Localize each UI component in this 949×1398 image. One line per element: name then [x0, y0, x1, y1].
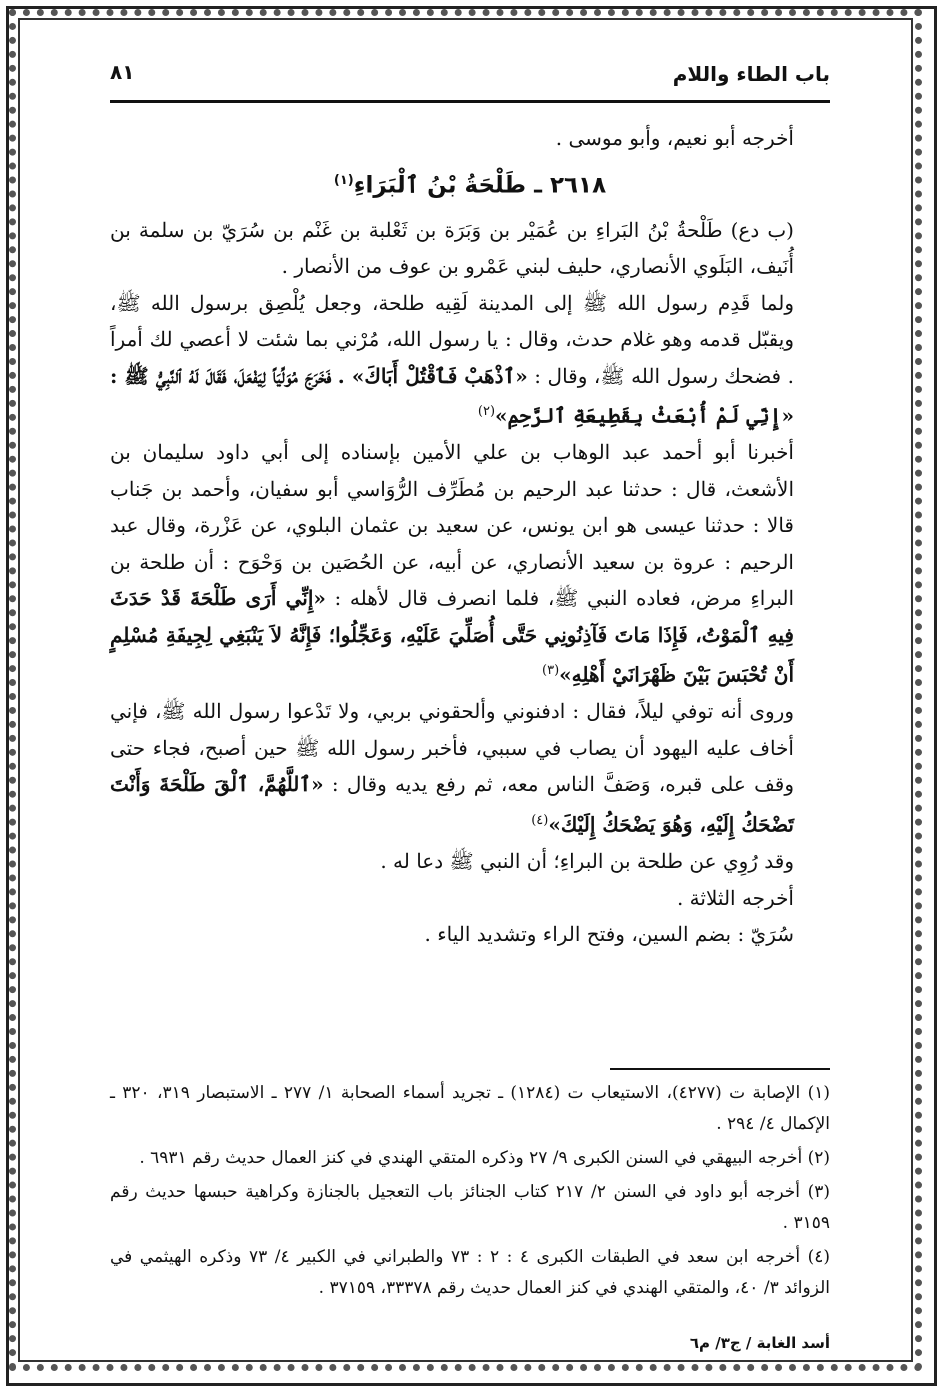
isnad-text: أخبرنا أبو أحمد عبد الوهاب بن علي الأمين بإسناده إلى أبي داود سليمان بن الأشعث، قال : حدثنا عبد الرحيم بن مُطَرِّف الرُّوَاسي أبو سفيان، وأحمد بن جَناب قالا : حدثنا عيسى هو ابن يونس، عن سعيد بن عثمان البلوي، عن عَزْرة، وقال عبد الرحيم : عروة بن سعيد الأنصاري، عن أبيه، عن الحُصَين بن وَحْوَح : أن طلحة بن البراءِ مرض، فعاده النبي ﷺ، فلما انصرف قال لأهله : — [110, 440, 794, 611]
paragraph-spelling-note: سُرَيّ : بضم السين، وفتح الراء وتشديد الياء . — [424, 922, 794, 947]
hadith-quote-3: «إِنِّي أَرَى طَلْحَةَ قَدْ حَدَثَ فِيهِ ٱلْمَوْتُ، فَإِذَا مَاتَ فَآذِنُونِي حَتَّى أُصَلِّيَ عَلَيْهِ، وَعَجِّلُوا؛ فَإِنَّهُ لاَ يَنْبَغِي لِجِيفَةِ مُسْلِمٍ أَنْ تُحْبَسَ بَيْنَ ظَهْرَانَيْ أَهْلِهِ» — [110, 586, 794, 687]
footnote-ref-3: (٣) — [542, 663, 560, 679]
chapter-title: باب الطاء واللام — [672, 62, 830, 86]
story-text: ولما قَدِم رسول الله ﷺ إلى المدينة لَقِيه طلحة، وجعل يُلْصِق برسول الله ﷺ، ويقبّل قدمه وهو غلام حدث، وقال : يا رسول الله، مُرْني بما شئت لا أعصي لك أمراً . فضحك رسول الله ﷺ، وقال : — [110, 290, 794, 388]
footnote-3: (٣) أخرجه أبو داود في السنن ٢/ ٢١٧ كتاب الجنائز باب التعجيل بالجنازة وكراهية حبسها حديث رقم ٣١٥٩ . — [110, 1182, 830, 1233]
hadith-quote-1: «ٱذْهَبْ فَٱقْتُلْ أَبَاكَ» . — [337, 363, 528, 388]
footnote-ref-2: (٢) — [477, 404, 496, 420]
footnote-1: (١) الإصابة ت (٤٢٧٧)، الاستيعاب ت (١٢٨٤) ـ تجريد أسماء الصحابة ١/ ٢٧٧ ـ الاستبصار ٣١٩، ٣٢٠ ـ الإكمال ٤/ ٢٩٤ . — [110, 1083, 831, 1134]
page-number: ٨١ — [110, 60, 135, 84]
hadith-quote-4: «ٱللَّهُمَّ، ٱلْقَ طَلْحَةَ وَأَنْتَ تَضْحَكُ إِلَيْهِ، وَهُوَ يَضْحَكُ إِلَيْكَ» — [110, 772, 794, 837]
book-page — [110, 56, 831, 1352]
entry-separator: ـ — [526, 172, 542, 199]
hadith-quote-2: «إِنِّي لَمْ أُبْعَثْ بِقَطِيعَةِ ٱلرَّحِمِ» — [495, 403, 794, 428]
entry-heading — [110, 163, 830, 204]
footnote-ref-4: (٤) — [531, 812, 549, 828]
running-header — [110, 56, 830, 103]
footnotes — [110, 1078, 830, 1307]
paragraph-death — [110, 693, 830, 843]
death-text: وروى أنه توفي ليلاً، فقال : ادفنوني وألحقوني بربي، ولا تَدْعوا رسول الله ﷺ، فإني أخاف عليه اليهود أن يصاب في سببي، فأخبر رسول الله ﷺ حين أصبح، فجاء حتى وقف على قبره، وَصَفَّ الناس معه، ثم رفع يديه وقال : — [110, 699, 795, 797]
story-continuation: فَخَرَجَ مُوَلِّيَاً لِيَفْعَلَ، فَقَالَ لَهُ ٱلنَّبِيُّ ﷺ : — [110, 363, 332, 388]
footnote-4: (٤) أخرجه ابن سعد في الطبقات الكبرى ٤ : ٢ : ٧٣ والطبراني في الكبير ٤/ ٧٣ وذكره الهيثمي في الزوائد ٣/ ٤٠، والمتقي الهندي في كنز العمال حديث رقم ٣٣٣٧٨، ٣٧١٥٩ . — [110, 1247, 830, 1298]
footnote-divider — [610, 1068, 830, 1070]
main-text — [110, 120, 830, 953]
paragraph-story — [110, 285, 830, 435]
paragraph-attribution: أخرجه الثلاثة . — [676, 885, 794, 910]
entry-footnote-ref: (١) — [333, 172, 354, 188]
entry-number: ٢٦١٨ — [549, 172, 607, 199]
signature-mark: أسد الغابة / ج٣/ م٦ — [689, 1334, 830, 1352]
entry-name: طَلْحَةُ بْنُ ٱلْبَرَاءِ — [353, 172, 527, 199]
intro-line: أخرجه أبو نعيم، وأبو موسى . — [555, 126, 794, 150]
paragraph-lineage: (ب دع) طَلْحةُ بْنُ البَراءِ بن عُمَيْر بن وَبَرَة بن ثَعْلبة بن غَنْم بن سُرَيّ بن سلمة بن أُنَيف، البَلَوي الأنصاري، حليف لبني عَمْرو بن عوف من الأنصار . — [110, 217, 794, 279]
footnote-2: (٢) أخرجه البيهقي في السنن الكبرى ٩/ ٢٧ وذكره المتقي الهندي في كنز العمال حديث رقم ٦٩٣١ . — [139, 1148, 830, 1168]
paragraph-narration: وقد رُوِي عن طلحة بن البراءِ؛ أن النبي ﷺ دعا له . — [380, 849, 794, 874]
paragraph-isnad — [110, 434, 830, 693]
